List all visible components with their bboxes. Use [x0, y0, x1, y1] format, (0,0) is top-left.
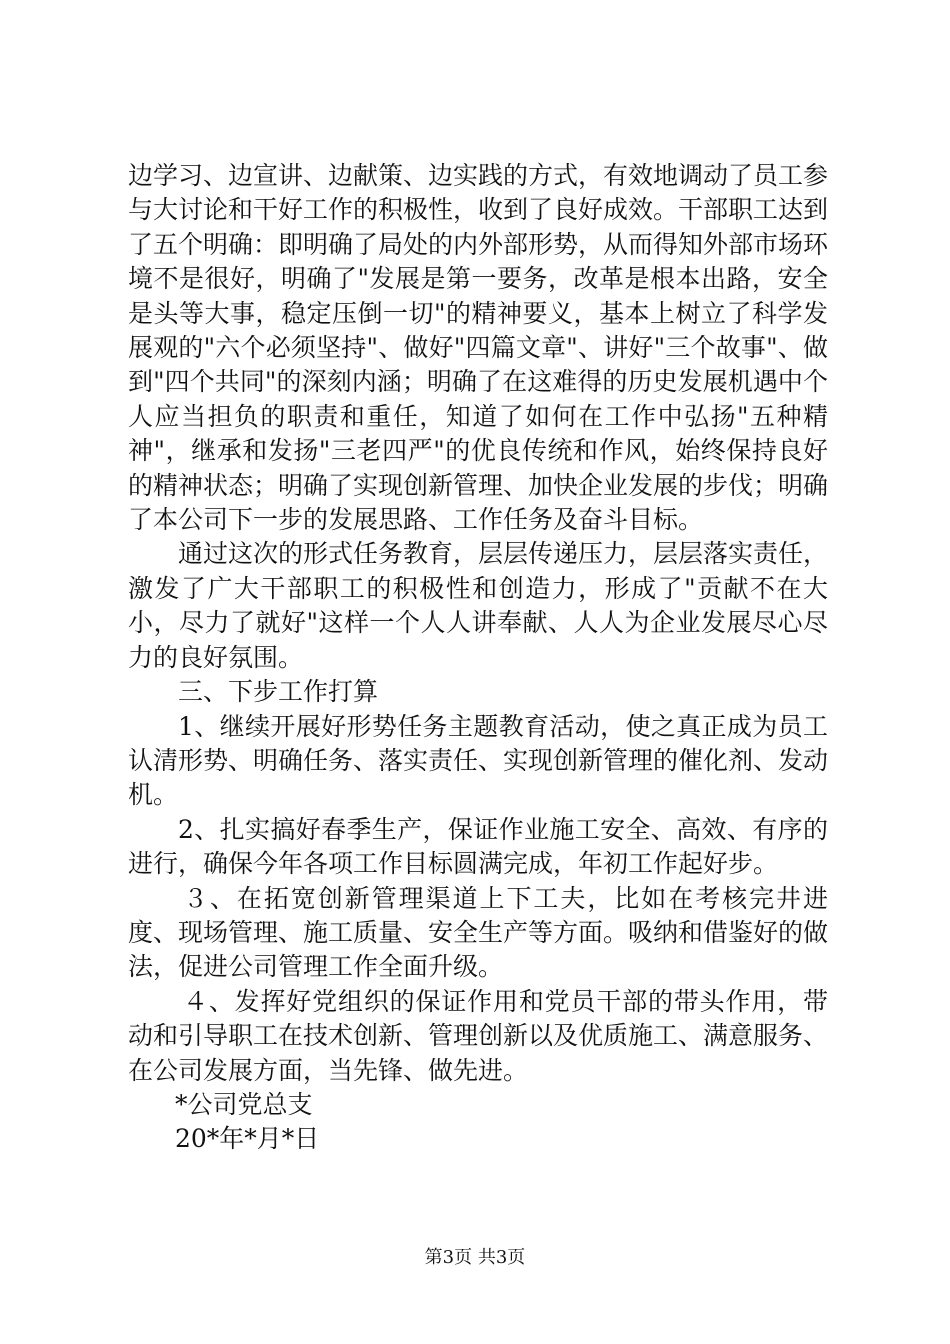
- signature-org: *公司党总支: [175, 1089, 313, 1119]
- signature-date: 20*年*月*日: [175, 1124, 320, 1154]
- body-paragraph-continued: 边学习、边宣讲、边献策、边实践的方式，有效地调动了员工参与大讨论和干好工作的积极性，收到了良好成效。干部职工达到了五个明确：即明确了局处的内外部形势，从而得知外部市场环境不是很好，明确了"发展是第一要务，改革是根本出路，安全是头等大事，稳定压倒一切"的精神要义，基本上树立了科学发展观的"六个必须坚持"、做好"四篇文章"、讲好"三个故事"、做到"四个共同"的深刻内涵；明确了在这难得的历史发展机遇中个人应当担负的职责和重任，知道了如何在工作中弘扬"五种精神"，继承和发扬"三老四严"的优良传统和作风，始终保持良好的精神状态；明确了实现创新管理、加快企业发展的步伐；明确了本公司下一步的发展思路、工作任务及奋斗目标。: [128, 161, 829, 535]
- section-heading: 三、下步工作打算: [178, 677, 379, 707]
- plan-item-2: 2、扎实搞好春季生产，保证作业施工安全、高效、有序的进行，确保今年各项工作目标圆满完成，年初工作起好步。: [128, 814, 828, 879]
- body-paragraph-summary: 通过这次的形式任务教育，层层传递压力，层层落实责任，激发了广大干部职工的积极性和创造力，形成了"贡献不在大小，尽力了就好"这样一个人人讲奉献、人人为企业发展尽心尽力的良好氛围。: [128, 539, 829, 672]
- plan-item-1: 1、继续开展好形势任务主题教育活动，使之真正成为员工认清形势、明确任务、落实责任、实现创新管理的催化剂、发动机。: [128, 711, 829, 810]
- document-body: [128, 159, 828, 1157]
- page-footer: [0, 1243, 950, 1269]
- page-indicator: 第3页 共3页: [424, 1247, 526, 1268]
- plan-item-3: ３、在拓宽创新管理渠道上下工夫，比如在考核完井进度、现场管理、施工质量、安全生产等方面。吸纳和借鉴好的做法，促进公司管理工作全面升级。: [128, 883, 829, 982]
- plan-item-4: ４、发挥好党组织的保证作用和党员干部的带头作用，带动和引导职工在技术创新、管理创新以及优质施工、满意服务、在公司发展方面，当先锋、做先进。: [128, 986, 829, 1085]
